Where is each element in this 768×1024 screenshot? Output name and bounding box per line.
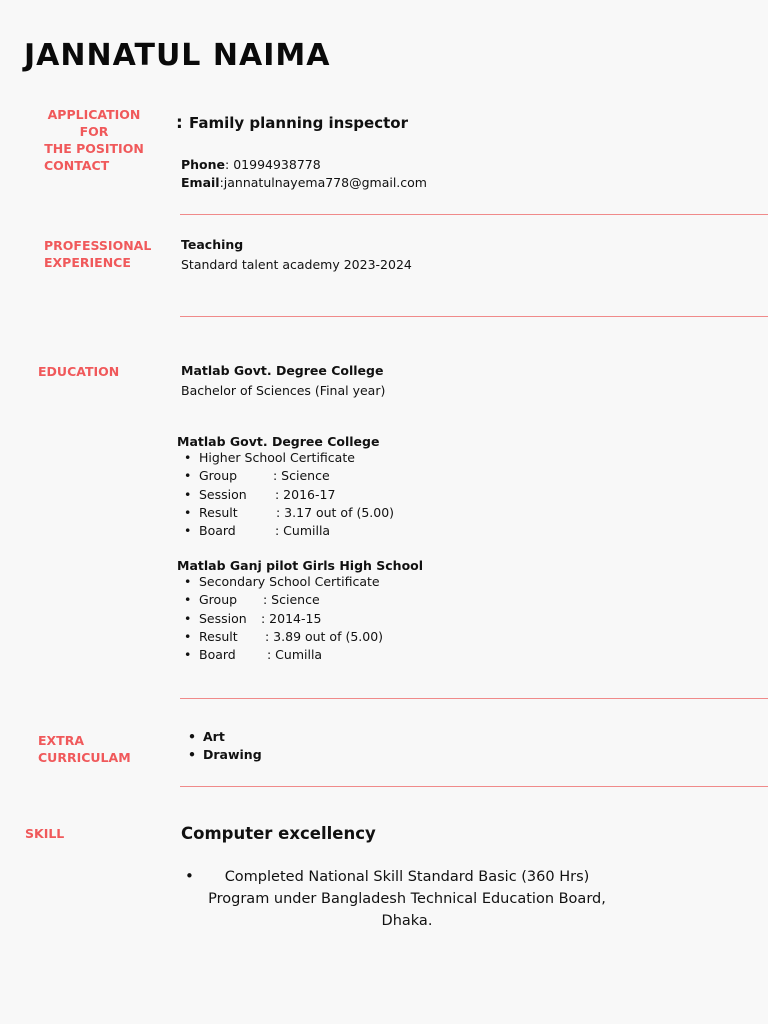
application-label-line2: THE POSITION [44, 141, 144, 156]
item-key: Board [199, 523, 236, 539]
item-key: Session [199, 610, 247, 626]
experience-label-line1: PROFESSIONAL [44, 238, 152, 253]
item-value: : Cumilla [267, 647, 323, 663]
extra-label-line2: CURRICULAM [38, 750, 131, 765]
list-item: • Art [181, 728, 381, 746]
list-item [177, 486, 477, 504]
application-label-line1: APPLICATION FOR [47, 107, 141, 139]
list-item [177, 467, 477, 485]
item-key: Board [199, 647, 236, 663]
application-label [38, 106, 150, 157]
ssc-list [177, 573, 477, 664]
extra-label-line1: EXTRA [38, 733, 85, 748]
contact-label: CONTACT [44, 158, 110, 173]
skill-line: Completed National Skill Standard Basic (360 Hrs) [224, 869, 590, 885]
skill-title: Computer excellency [181, 824, 376, 843]
list-item [177, 522, 477, 540]
list-item [177, 573, 477, 591]
skill-detail [196, 866, 618, 932]
list-item [177, 646, 477, 664]
application-colon: : [176, 113, 183, 133]
divider [180, 214, 768, 215]
contact-phone [181, 156, 321, 174]
degree-institution: Matlab Govt. Degree College [181, 363, 384, 378]
email-label: Email [181, 175, 220, 190]
contact-email [181, 174, 427, 192]
list-item [177, 449, 477, 467]
degree-detail: Bachelor of Sciences (Final year) [181, 383, 386, 398]
item-value: : 2014-15 [261, 610, 322, 626]
experience-label-line2: EXPERIENCE [44, 255, 131, 270]
experience-label [44, 237, 151, 271]
position-title: Family planning inspector [189, 114, 408, 132]
divider [180, 786, 768, 787]
education-label: EDUCATION [38, 364, 120, 379]
email-value: :jannatulnayema778@gmail.com [219, 175, 427, 190]
item-key: Session [199, 486, 247, 502]
applicant-name: JANNATUL NAIMA [24, 38, 331, 73]
item-value: : 3.17 out of (5.00) [276, 504, 395, 520]
phone-label: Phone [181, 157, 226, 172]
divider [180, 698, 768, 699]
item-value: : Science [273, 468, 330, 484]
list-item [177, 628, 477, 646]
skill-line: Program under Bangladesh Technical Education Board, [208, 891, 606, 907]
list-item [177, 591, 477, 609]
list-item [177, 504, 477, 522]
experience-detail: Standard talent academy 2023-2024 [181, 257, 412, 272]
skill-bullet: • [185, 867, 194, 885]
item-key: Group [199, 592, 238, 608]
item-key: Group [199, 468, 238, 484]
skill-label: SKILL [25, 826, 65, 841]
hsc-institution: Matlab Govt. Degree College [177, 434, 380, 449]
list-item [177, 610, 477, 628]
extra-label [38, 732, 131, 766]
skill-line: Dhaka. [381, 913, 433, 929]
item-key: Higher School Certificate [199, 450, 355, 465]
list-item: • Drawing [181, 746, 381, 764]
ssc-institution: Matlab Ganj pilot Girls High School [177, 558, 424, 573]
item-key: Secondary School Certificate [199, 574, 380, 589]
item-value: : 3.89 out of (5.00) [265, 628, 384, 644]
divider [180, 316, 768, 317]
phone-value: : 01994938778 [225, 157, 321, 172]
extra-list [181, 728, 381, 765]
item-value: : 2016-17 [275, 486, 336, 502]
item-key: Result [199, 628, 238, 644]
hsc-list [177, 449, 477, 540]
experience-title: Teaching [181, 237, 244, 252]
item-key: Result [199, 504, 238, 520]
item-value: : Science [263, 592, 320, 608]
item-value: : Cumilla [275, 523, 331, 539]
